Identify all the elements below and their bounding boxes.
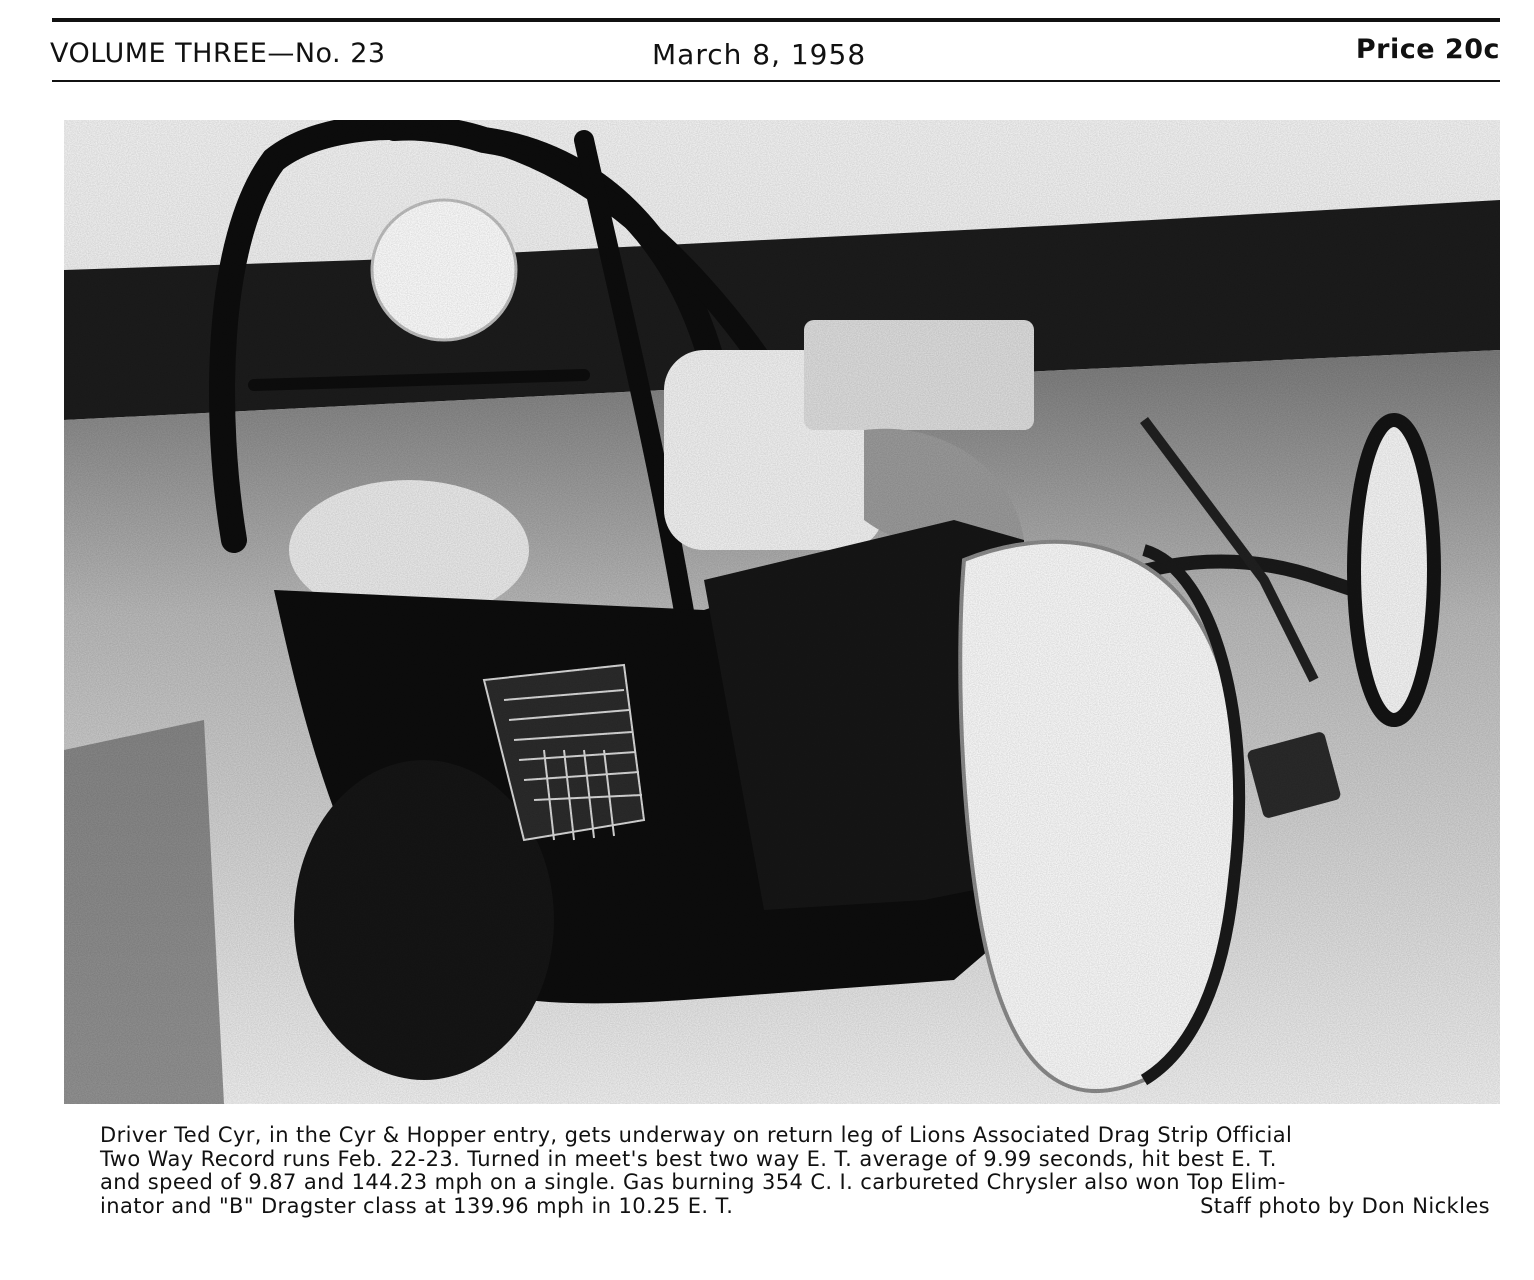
- caption-line-1: Driver Ted Cyr, in the Cyr & Hopper entry, gets underway on return leg of Lions Associated Drag Strip Official: [100, 1123, 1293, 1147]
- caption-line-4: inator and "B" Dragster class at 139.96 mph in 10.25 E. T.: [100, 1193, 734, 1218]
- dragster-photo: [64, 120, 1500, 1104]
- newsprint-grain: [64, 120, 1500, 1104]
- masthead-top-rule: [52, 18, 1500, 22]
- volume-issue: VOLUME THREE—No. 23: [50, 38, 386, 69]
- caption-line-2: Two Way Record runs Feb. 22-23. Turned in meet's best two way E. T. average of 9.99 seconds, hit best E. T.: [100, 1146, 1277, 1171]
- issue-date: March 8, 1958: [652, 38, 867, 71]
- photo-credit: Staff photo by Don Nickles: [1200, 1193, 1490, 1218]
- masthead-bottom-rule: [52, 80, 1500, 82]
- caption-line-3: and speed of 9.87 and 144.23 mph on a single. Gas burning 354 C. I. carbureted Chrysler also won Top Elim-: [100, 1170, 1286, 1194]
- photo-caption: [100, 1124, 1490, 1218]
- issue-price: Price 20c: [1355, 34, 1500, 65]
- caption-last-row: [100, 1195, 1490, 1219]
